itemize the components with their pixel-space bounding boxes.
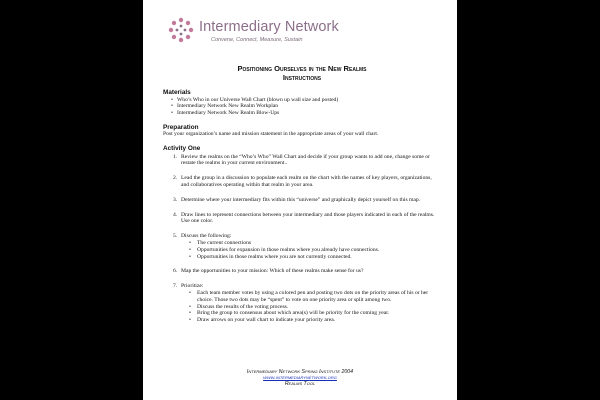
step-number: 2. — [173, 175, 178, 182]
list-item: • Intermediary Network New Realm Blow-Ups — [171, 110, 441, 117]
step-number: 1. — [173, 153, 178, 160]
step-text: Determine where your intermediary fits within this “universe” and graphically depict yourself on this map. — [181, 196, 421, 203]
step-number: 7. — [173, 283, 178, 290]
sub-item: • Opportunities for expansion in those realms where you already have connections. — [189, 247, 441, 254]
step-item — [173, 212, 441, 226]
step-text: Prioritize: — [181, 283, 204, 290]
list-item: • Intermediary Network New Realm Workplan — [171, 103, 441, 110]
title-line-1: Positioning Ourselves in the New Realms — [237, 64, 367, 73]
step-text: Discuss the following: — [181, 233, 232, 240]
page-footer — [143, 369, 457, 387]
footer-website-link[interactable]: www.intermediarynetwork.org — [263, 375, 337, 381]
footer-tool-name: Realms Tool — [284, 381, 316, 387]
sub-item: • Discuss the results of the voting process. — [189, 304, 441, 311]
activity-steps — [163, 154, 441, 324]
step-number: 4. — [173, 211, 178, 218]
preparation-heading: Preparation — [163, 123, 199, 131]
step-item — [173, 233, 441, 260]
intermediary-network-logo — [163, 10, 441, 50]
sub-item: • Each team member votes by using a colored pen and posting two dots on the priority areas of his or her choice. Those two dots may be “spent” to vote on one priority area or split among two. — [189, 290, 441, 304]
preparation-text: Post your organization’s name and mission statement in the appropriate areas of your wall chart. — [163, 131, 379, 138]
footer-institute: Intermediary Network Spring Institute 2004 — [246, 369, 354, 375]
step-sublist — [181, 240, 441, 260]
sub-item: • Opportunities in those realms where you are not currently connected. — [189, 254, 441, 261]
sub-item: • The current connections — [189, 240, 441, 247]
sub-item: • Bring the group to consensus about which area(s) will be priority for the coming year. — [189, 310, 441, 317]
step-text: Review the realms on the “Who’s Who” Wall Chart and decide if your group wants to add one, change some or restate the realms in your current environment.. — [181, 153, 430, 167]
step-item — [173, 154, 441, 168]
network-logo-icon — [167, 16, 195, 44]
step-sublist — [181, 290, 441, 324]
step-number: 6. — [173, 268, 178, 275]
sub-item: • Draw arrows on your wall chart to indicate your priority area. — [189, 317, 441, 324]
title-line-2: Instructions — [282, 73, 322, 82]
step-item — [173, 283, 441, 324]
step-text: Lead the group in a discussion to populate each realm on the chart with the names of key players, organizations, and collaboratives operating within that realm in your area. — [181, 175, 432, 189]
logo-tagline: Convene, Connect, Measure, Sustain — [211, 37, 303, 43]
document-title — [163, 64, 441, 82]
list-item: • Who’s Who in our Universe Wall Chart (blown up wall size and posted) — [171, 97, 441, 104]
document-page — [143, 0, 457, 400]
materials-list — [163, 97, 441, 117]
step-text: Map the opportunities to your mission: Which of these realms make sense for us? — [181, 268, 364, 275]
step-item — [173, 175, 441, 189]
materials-heading: Materials — [163, 89, 191, 96]
step-item — [173, 268, 441, 275]
step-item — [173, 197, 441, 204]
step-number: 3. — [173, 196, 178, 203]
activity-heading: Activity One — [163, 145, 201, 153]
logo-name: Intermediary Network — [199, 19, 339, 35]
step-number: 5. — [173, 233, 178, 240]
step-text: Draw lines to represent connections between your intermediary and those players indicated in each of the realms. Use one color. — [181, 211, 435, 225]
